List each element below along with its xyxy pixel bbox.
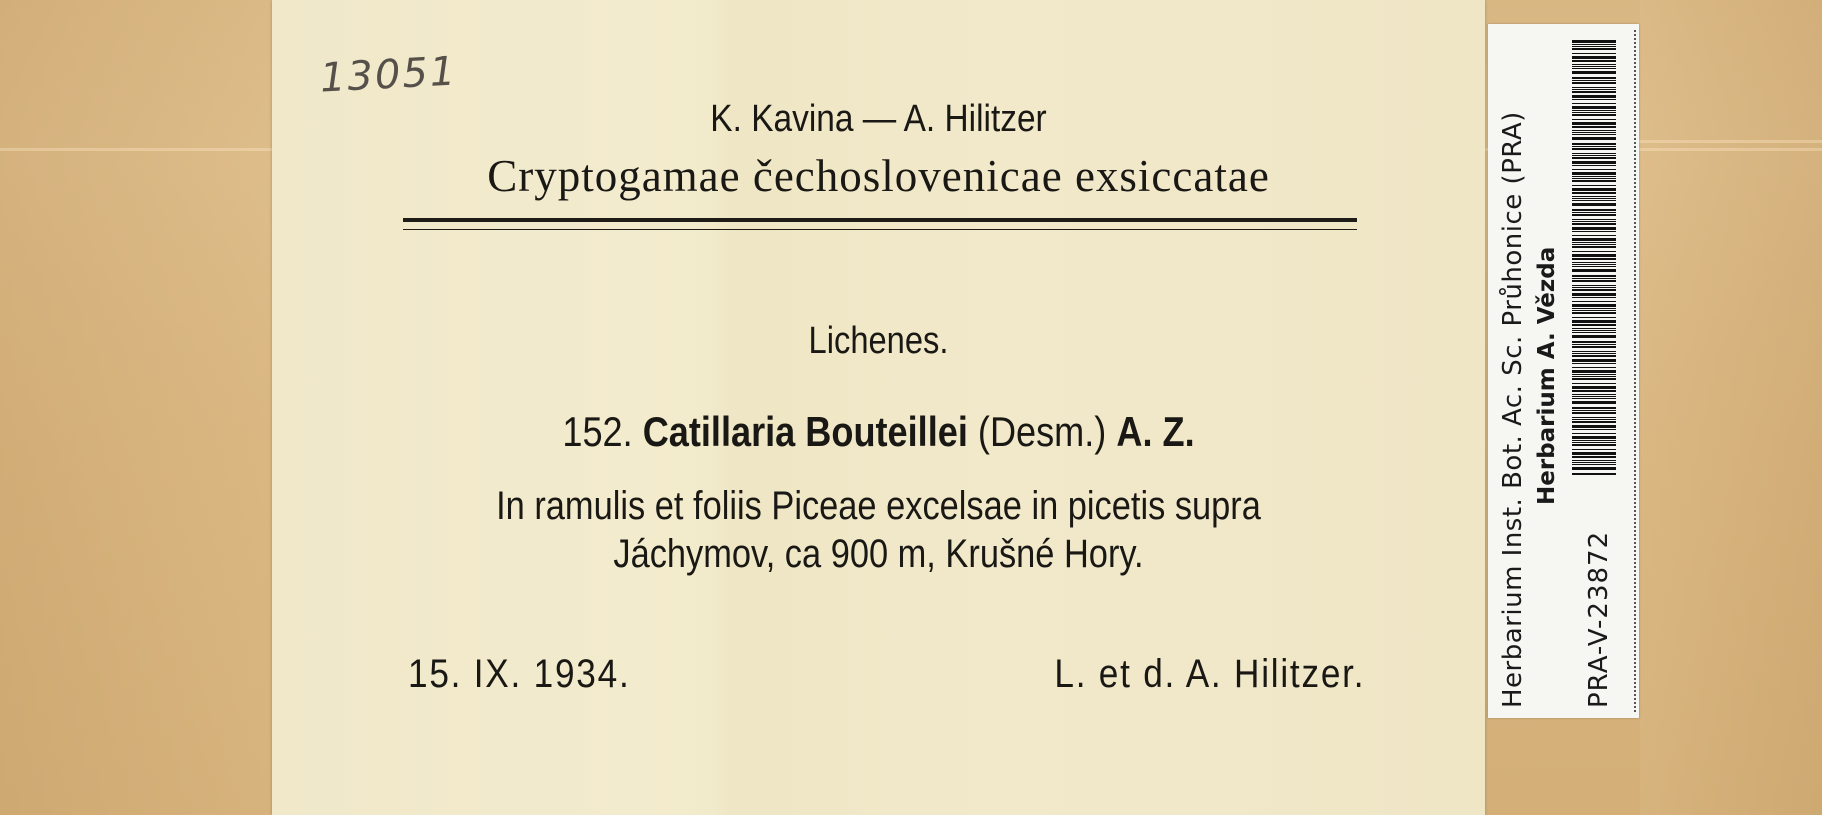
barcode-bar: [1572, 114, 1616, 116]
barcode-bar: [1572, 119, 1616, 120]
barcode-bar: [1572, 132, 1616, 133]
title-rule-thick: [403, 218, 1357, 222]
barcode-bar: [1572, 317, 1616, 318]
barcode-bar: [1572, 401, 1616, 404]
barcode-bar: [1572, 264, 1616, 265]
sticker-perforation: [1634, 30, 1636, 712]
barcode-bar: [1572, 324, 1616, 326]
barcode-bar: [1572, 442, 1616, 443]
barcode-bar: [1572, 221, 1616, 222]
series-authors: K. Kavina — A. Hilitzer: [710, 98, 1047, 140]
barcode-bar: [1572, 172, 1616, 175]
title-rule-thin: [403, 229, 1357, 230]
barcode-bar: [1572, 396, 1616, 397]
barcode-bar: [1572, 335, 1616, 338]
barcode-bar: [1572, 64, 1616, 65]
barcode-bar: [1572, 95, 1616, 98]
barcode-bar: [1572, 89, 1616, 90]
barcode-bar: [1572, 180, 1616, 182]
barcode-bar: [1572, 407, 1616, 409]
barcode-bar: [1572, 82, 1616, 84]
barcode-bar: [1572, 353, 1616, 354]
barcode-bar: [1572, 235, 1616, 236]
barcode-bar: [1572, 266, 1616, 267]
barcode-bar: [1572, 464, 1616, 465]
barcode-bar: [1572, 258, 1616, 260]
herbarium-label: [272, 0, 1485, 815]
barcode-bar: [1572, 275, 1616, 277]
barcode-bar: [1572, 66, 1616, 67]
barcode: [1572, 40, 1616, 476]
barcode-bar: [1572, 60, 1616, 62]
barcode-bar: [1572, 293, 1616, 296]
barcode-bar: [1572, 130, 1616, 131]
barcode-bar: [1572, 157, 1616, 159]
barcode-bar: [1572, 429, 1616, 430]
barcode-bar: [1572, 278, 1616, 279]
barcode-bar: [1572, 238, 1616, 241]
barcode-bar: [1572, 473, 1616, 475]
series-title: Cryptogamae čechoslovenicae exsiccatae: [487, 151, 1270, 201]
barcode-bar: [1572, 436, 1616, 439]
barcode-bar: [1572, 99, 1616, 100]
barcode-sticker: [1488, 24, 1639, 718]
barcode-bar: [1572, 449, 1616, 450]
barcode-bar: [1572, 227, 1616, 230]
barcode-bar: [1572, 196, 1616, 197]
barcode-bar: [1572, 304, 1616, 307]
handwritten-accession-number: 13051: [318, 48, 459, 102]
barcode-bar: [1572, 351, 1616, 352]
barcode-bar: [1572, 301, 1616, 302]
barcode-bar: [1572, 398, 1616, 399]
barcode-bar: [1572, 231, 1616, 232]
barcode-bar: [1572, 87, 1616, 88]
barcode-bar: [1572, 269, 1616, 272]
barcode-bar: [1572, 106, 1616, 109]
barcode-bar: [1572, 169, 1616, 170]
barcode-bar: [1572, 44, 1616, 45]
barcode-bar: [1572, 56, 1616, 59]
institution-name: Herbarium Inst. Bot. Ac. Sc. Průhonice (PRA): [1498, 111, 1528, 708]
barcode-bar: [1572, 246, 1616, 248]
barcode-bar: [1572, 251, 1616, 252]
barcode-bar: [1572, 287, 1616, 288]
barcode-bar: [1572, 148, 1616, 150]
barcode-bar: [1572, 176, 1616, 177]
barcode-bar: [1572, 460, 1616, 461]
barcode-bar: [1572, 355, 1616, 357]
barcode-bar: [1572, 137, 1616, 140]
barcode-bar: [1572, 341, 1616, 343]
barcode-bar: [1572, 444, 1616, 446]
barcode-bar: [1572, 359, 1616, 362]
barcode-bar: [1572, 91, 1616, 93]
barcode-bar: [1572, 462, 1616, 463]
barcode-bar: [1572, 46, 1616, 47]
barcode-bar: [1572, 456, 1616, 458]
barcode-bar: [1572, 412, 1616, 414]
barcode-bar: [1572, 68, 1616, 69]
barcode-bar: [1572, 310, 1616, 311]
barcode-bar: [1572, 332, 1616, 333]
barcode-bar: [1572, 376, 1616, 377]
barcode-bar: [1572, 297, 1616, 298]
paper-shade-left: [0, 0, 272, 815]
barcode-bar: [1572, 254, 1616, 257]
barcode-bar: [1572, 262, 1616, 263]
barcode-bar: [1572, 244, 1616, 245]
barcode-bar: [1572, 344, 1616, 345]
barcode-bar: [1572, 165, 1616, 166]
barcode-bar: [1572, 328, 1616, 329]
barcode-bar: [1572, 421, 1616, 423]
barcode-bar: [1572, 178, 1616, 179]
barcode-bar: [1572, 48, 1616, 50]
barcode-bar: [1572, 374, 1616, 375]
barcode-bar: [1572, 452, 1616, 455]
barcode-bar: [1572, 467, 1616, 470]
barcode-bar: [1572, 103, 1616, 104]
paper-shade-right: [1640, 0, 1822, 815]
barcode-bar: [1572, 153, 1616, 154]
locality-line-1: In ramulis et foliis Piceae excelsae in picetis supra: [496, 484, 1261, 528]
barcode-bar: [1572, 308, 1616, 309]
barcode-bar: [1572, 280, 1616, 282]
species-line: [357, 408, 1400, 456]
barcode-bar: [1572, 77, 1616, 79]
barcode-bar: [1572, 367, 1616, 368]
barcode-bar: [1572, 419, 1616, 420]
barcode-bar: [1572, 417, 1616, 418]
barcode-bar: [1572, 440, 1616, 441]
barcode-bar: [1572, 80, 1616, 81]
barcode-bar: [1572, 161, 1616, 164]
barcode-bar: [1572, 155, 1616, 156]
barcode-bar: [1572, 71, 1616, 74]
barcode-bar: [1572, 212, 1616, 213]
barcode-bar: [1572, 203, 1616, 206]
barcode-bar: [1572, 209, 1616, 211]
species-author: A. Z.: [1116, 408, 1195, 455]
barcode-bar: [1572, 112, 1616, 113]
taxonomic-group: Lichenes.: [808, 320, 949, 362]
barcode-bar: [1572, 289, 1616, 291]
barcode-bar: [1572, 188, 1616, 191]
collector: L. et d. A. Hilitzer.: [1054, 652, 1365, 696]
barcode-bar: [1572, 146, 1616, 147]
barcode-bar: [1572, 320, 1616, 323]
herbarium-name: Herbarium A. Vězda: [1534, 246, 1560, 505]
barcode-bar: [1572, 134, 1616, 135]
specimen-id: PRA-V-23872: [1584, 530, 1614, 708]
species-name: Catillaria Bouteillei: [642, 408, 968, 455]
barcode-bar: [1572, 386, 1616, 389]
barcode-bar: [1572, 285, 1616, 286]
locality-line-2: Jáchymov, ca 900 m, Krušné Hory.: [613, 532, 1144, 576]
barcode-bar: [1572, 219, 1616, 220]
barcode-bar: [1572, 312, 1616, 314]
barcode-bar: [1572, 143, 1616, 145]
barcode-bar: [1572, 40, 1616, 43]
barcode-bar: [1572, 122, 1616, 125]
barcode-bar: [1572, 330, 1616, 331]
barcode-bar: [1572, 223, 1616, 225]
barcode-bar: [1572, 433, 1616, 434]
barcode-bar: [1572, 410, 1616, 411]
collection-date: 15. IX. 1934.: [408, 652, 631, 696]
barcode-bar: [1572, 363, 1616, 364]
barcode-bar: [1572, 200, 1616, 201]
locality: [357, 482, 1400, 578]
barcode-bar: [1572, 390, 1616, 392]
barcode-bar: [1572, 425, 1616, 428]
exsiccata-number: 152.: [562, 408, 633, 455]
barcode-bar: [1572, 110, 1616, 111]
barcode-bar: [1572, 378, 1616, 380]
barcode-bar: [1572, 185, 1616, 186]
barcode-bar: [1572, 394, 1616, 395]
barcode-bar: [1572, 53, 1616, 54]
barcode-bar: [1572, 192, 1616, 194]
barcode-bar: [1572, 242, 1616, 243]
barcode-bar: [1572, 214, 1616, 216]
species-author-basionym: (Desm.): [977, 408, 1107, 455]
barcode-bar: [1572, 198, 1616, 199]
barcode-bar: [1572, 383, 1616, 384]
barcode-bar: [1572, 126, 1616, 128]
barcode-bar: [1572, 346, 1616, 348]
barcode-bar: [1572, 370, 1616, 373]
